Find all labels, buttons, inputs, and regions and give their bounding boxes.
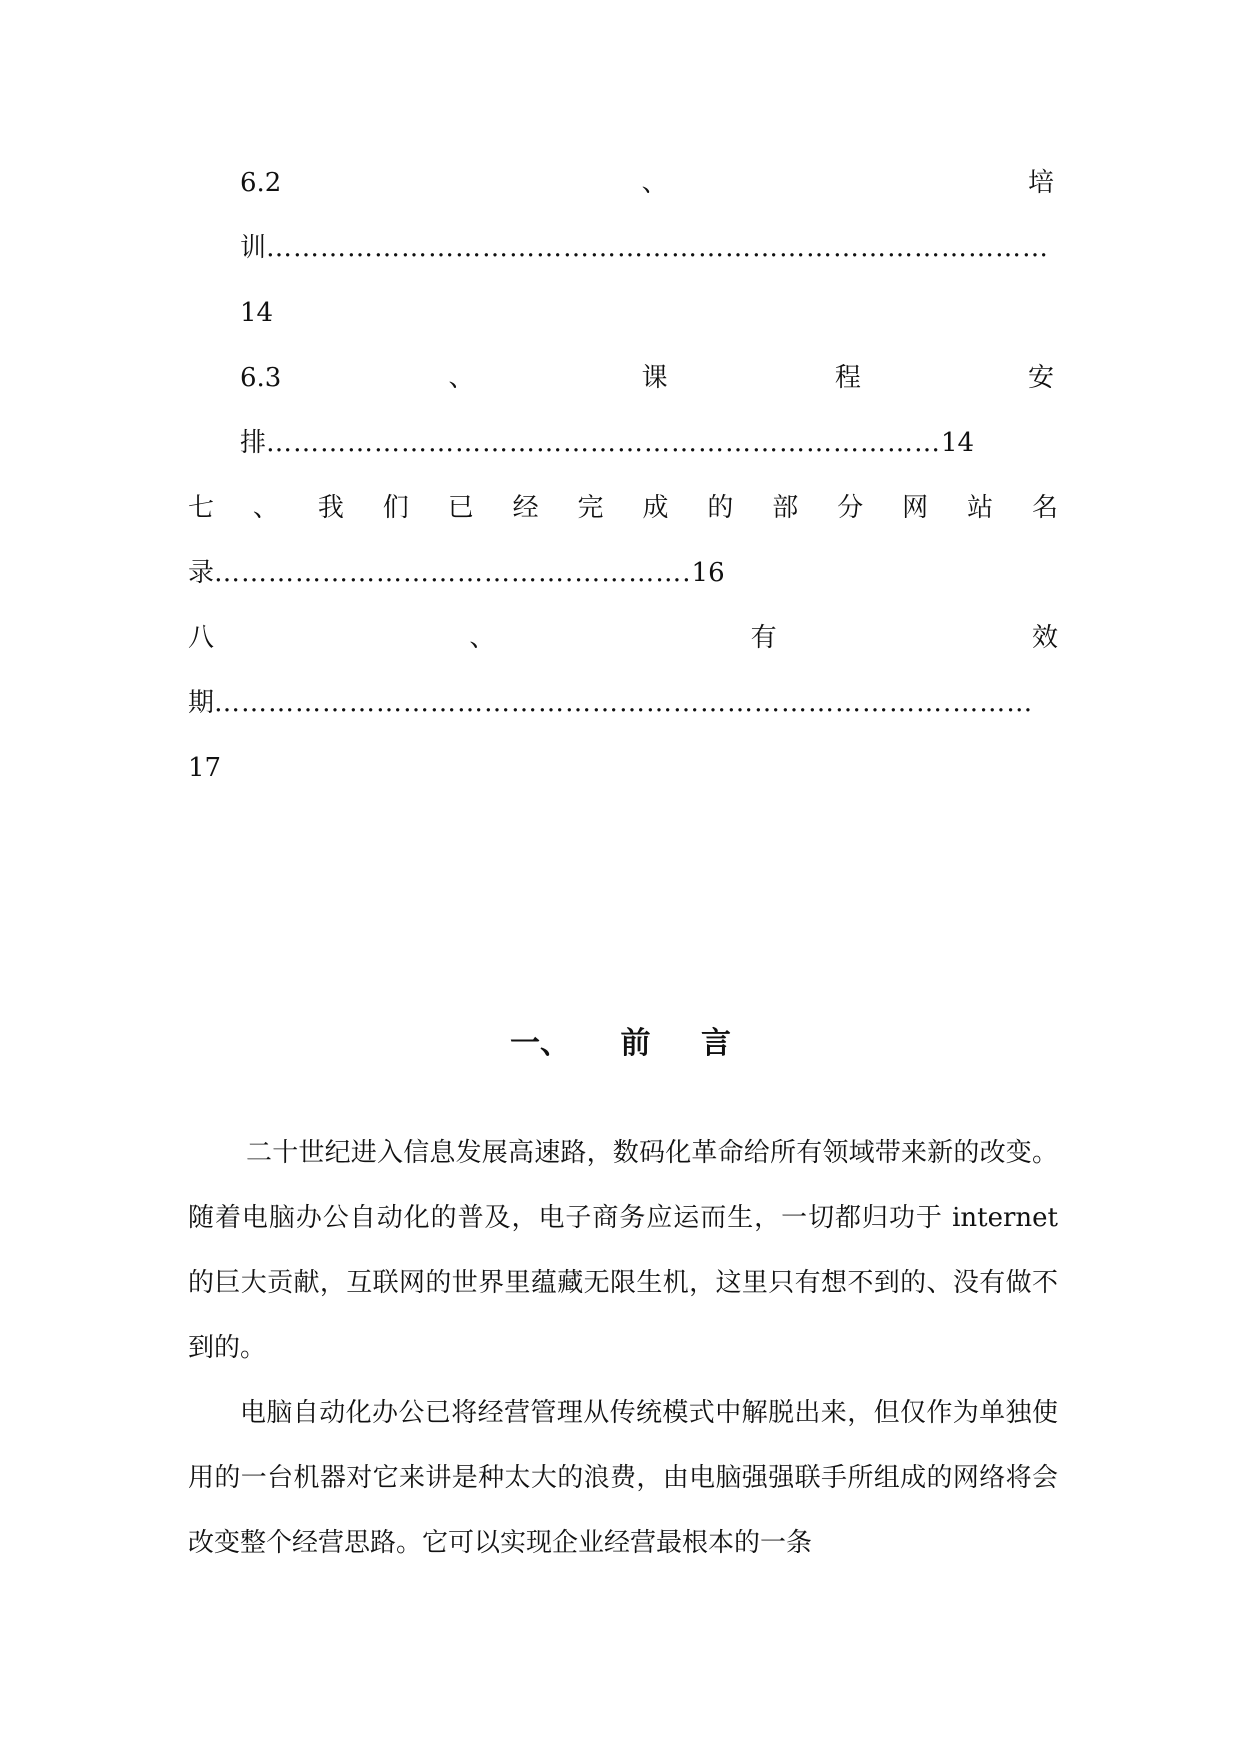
toc-char: 有 bbox=[750, 623, 777, 653]
toc-char: 们 bbox=[382, 493, 409, 523]
toc-char: 部 bbox=[772, 493, 799, 523]
toc-char: 的 bbox=[707, 493, 734, 523]
heading-part: 一、 bbox=[510, 1026, 571, 1061]
toc-char: 已 bbox=[447, 493, 474, 523]
toc-page-number: 16 bbox=[691, 558, 725, 588]
toc-page-number: 14 bbox=[240, 298, 274, 328]
toc-char: 排 bbox=[240, 428, 267, 458]
toc-entry-7-line1 bbox=[188, 493, 1058, 523]
toc-char: 我 bbox=[317, 493, 344, 523]
toc-entry-8-line2 bbox=[188, 688, 1058, 718]
toc-char: 、 bbox=[641, 168, 668, 198]
toc-leader-dots: ………………………………….…………. bbox=[214, 558, 692, 588]
toc-char: 名 bbox=[1031, 493, 1058, 523]
toc-leader-dots: ………………………………………………………………… bbox=[266, 428, 942, 458]
toc-char: 课 bbox=[641, 363, 668, 393]
toc-entry-8-line1 bbox=[188, 623, 1058, 653]
toc-leader-dots: ……………………………………………………………………….……… bbox=[214, 688, 1034, 718]
toc-char: 网 bbox=[902, 493, 929, 523]
toc-char: 站 bbox=[967, 493, 994, 523]
toc-char: 八 bbox=[188, 623, 215, 653]
toc-char: 6.3 bbox=[240, 363, 282, 393]
toc-char: 、 bbox=[469, 623, 496, 653]
body-paragraph: 电脑自动化办公已将经营管理从传统模式中解脱出来，但仅作为单独使用的一台机器对它来讲是种太大的浪费，由电脑强强联手所组成的网络将会改变整个经营思路。它可以实现企业经营最根本的一条 bbox=[188, 1398, 1058, 1558]
toc-char: 七 bbox=[188, 493, 215, 523]
body-paragraph: 二十世纪进入信息发展高速路，数码化革命给所有领域带来新的改变。随着电脑办公自动化的普及，电子商务应运而生，一切都归功于 internet 的巨大贡献，互联网的世界里蕴藏无限生机，这里只有想不到的、没有做不到的。 bbox=[188, 1138, 1058, 1363]
toc-char: 经 bbox=[512, 493, 539, 523]
toc-char: 培 bbox=[1027, 168, 1054, 198]
section-heading bbox=[0, 1018, 1241, 1062]
toc-page-number: 14 bbox=[941, 428, 975, 458]
toc-page-number: 17 bbox=[188, 753, 222, 783]
toc-char: 完 bbox=[577, 493, 604, 523]
toc-entry-6-3-line1 bbox=[240, 363, 1054, 393]
heading-part: 前 bbox=[620, 1026, 651, 1061]
toc-char: 成 bbox=[642, 493, 669, 523]
toc-leader-dots: …………………………………………………………………………… bbox=[266, 233, 1050, 263]
toc-char: 效 bbox=[1031, 623, 1058, 653]
toc-char: 分 bbox=[837, 493, 864, 523]
toc-entry-7-line2 bbox=[188, 558, 725, 588]
heading-part: 言 bbox=[700, 1026, 731, 1061]
toc-char: 、 bbox=[252, 493, 279, 523]
toc-entry-6-2-line2 bbox=[240, 233, 1058, 263]
toc-char: 、 bbox=[448, 363, 475, 393]
toc-char: 程 bbox=[834, 363, 861, 393]
toc-char: 安 bbox=[1027, 363, 1054, 393]
toc-char: 录 bbox=[188, 558, 215, 588]
toc-entry-6-3-line2 bbox=[240, 428, 974, 458]
toc-char: 期 bbox=[188, 688, 215, 718]
toc-char: 训 bbox=[240, 233, 267, 263]
toc-char: 6.2 bbox=[240, 168, 282, 198]
toc-entry-6-2-line1 bbox=[240, 168, 1054, 198]
